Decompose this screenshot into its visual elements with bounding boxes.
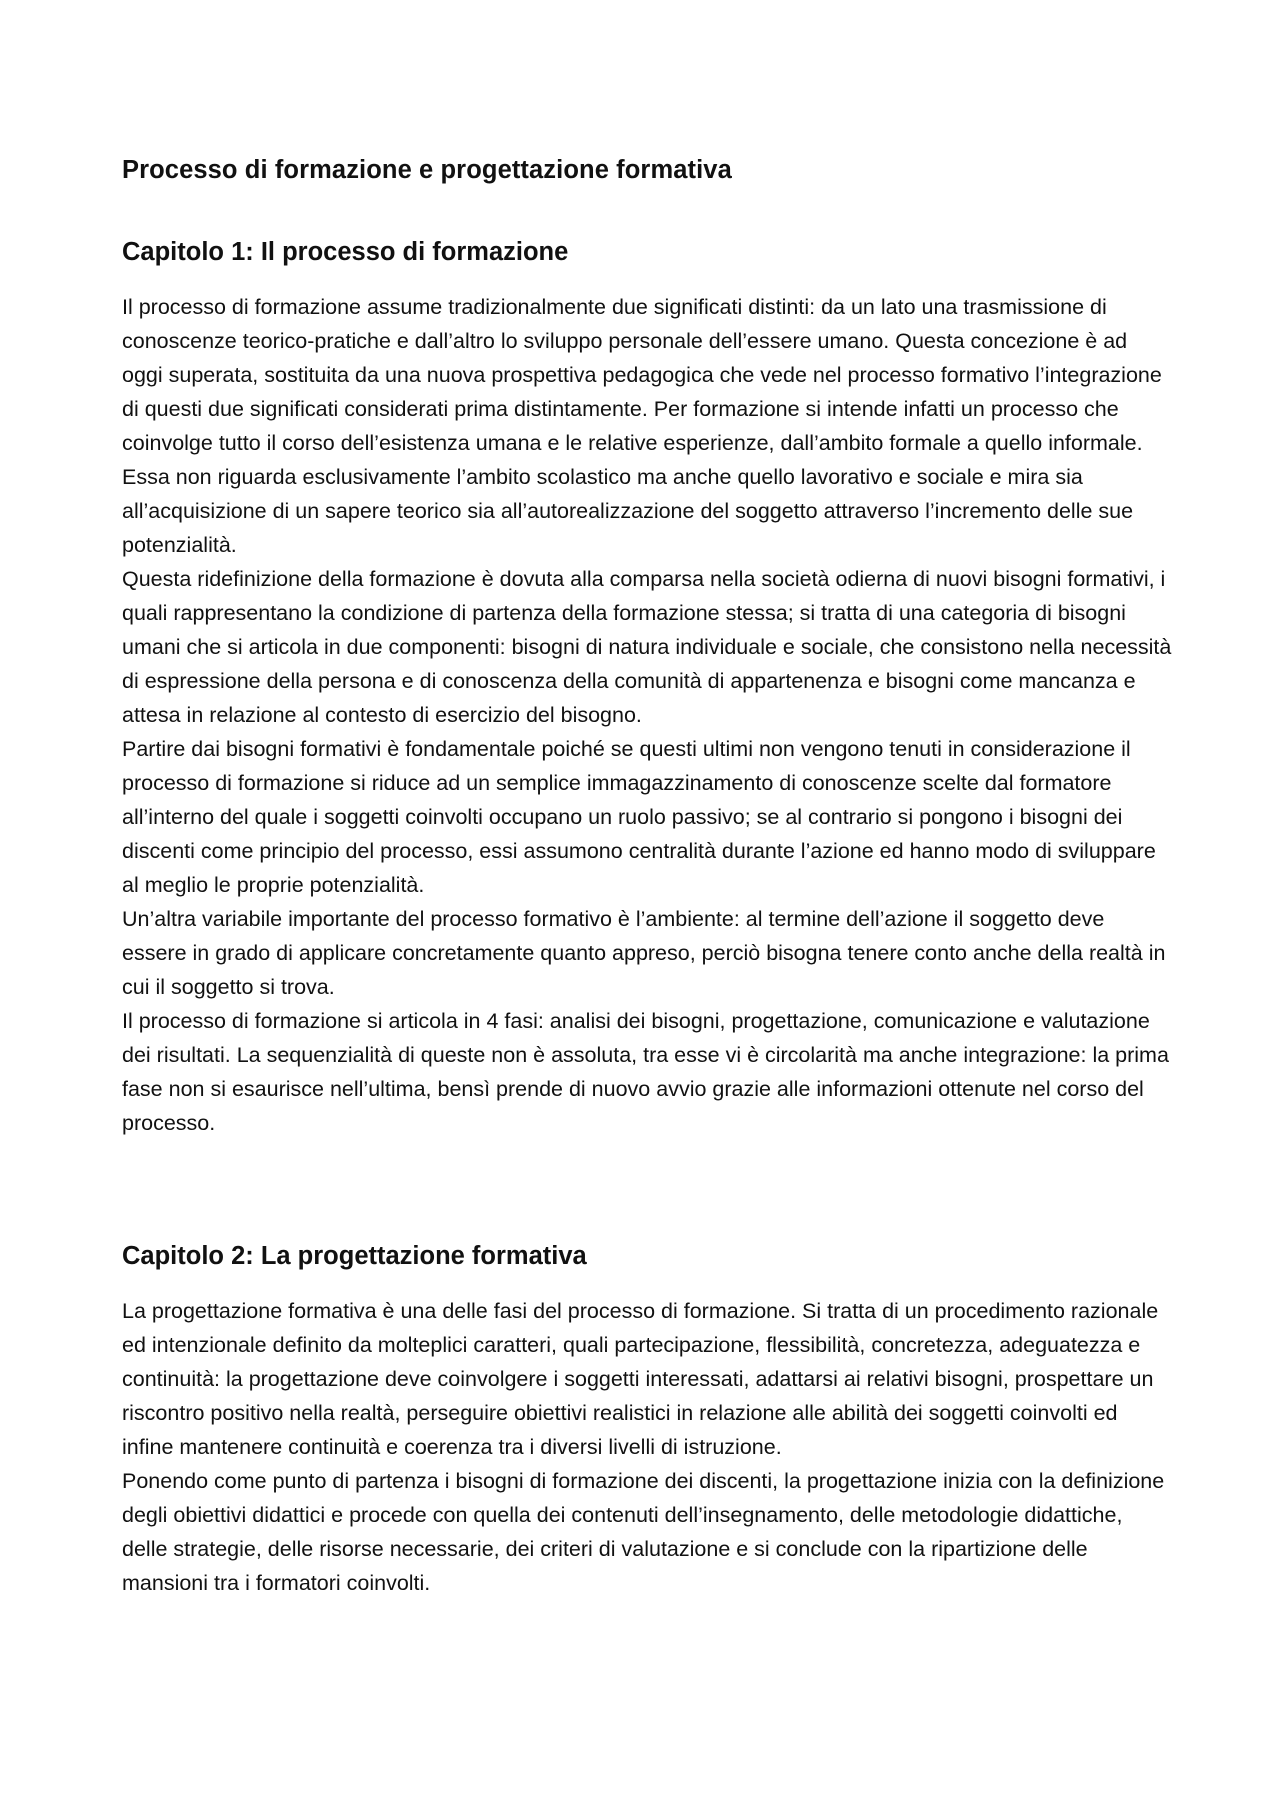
paragraph: Un’altra variabile importante del processo formativo è l’ambiente: al termine dell’azione il soggetto deve essere in grado di applicare concretamente quanto appreso, perciò bisogna tenere conto anche della realtà in cui il soggetto si trova. (122, 907, 1166, 999)
chapter-1-body (122, 290, 1172, 1140)
paragraph: Partire dai bisogni formativi è fondamentale poiché se questi ultimi non vengono tenuti in considerazione il processo di formazione si riduce ad un semplice immagazzinamento di conoscenze scelte dal formatore all’interno del quale i soggetti coinvolti occupano un ruolo passivo; se al contrario si pongono i bisogni dei discenti come principio del processo, essi assumono centralità durante l’azione ed hanno modo di sviluppare al meglio le proprie potenzialità. (122, 737, 1156, 897)
chapter-2-title: Capitolo 2: La progettazione formativa (122, 1242, 587, 1270)
paragraph: Questa ridefinizione della formazione è dovuta alla comparsa nella società odierna di nuovi bisogni formativi, i quali rappresentano la condizione di partenza della formazione stessa; si tratta di una categoria di bisogni umani che si articola in due componenti: bisogni di natura individuale e sociale, che consistono nella necessità di espressione della persona e di conoscenza della comunità di appartenenza e bisogni come mancanza e attesa in relazione al contesto di esercizio del bisogno. (122, 567, 1172, 727)
chapter-1-title: Capitolo 1: Il processo di formazione (122, 238, 569, 266)
paragraph: La progettazione formativa è una delle fasi del processo di formazione. Si tratta di un procedimento razionale ed intenzionale definito da molteplici caratteri, quali partecipazione, flessibilità, concretezza, adeguatezza e continuità: la progettazione deve coinvolgere i soggetti interessati, adattarsi ai relativi bisogni, prospettare un riscontro positivo nella realtà, perseguire obiettivi realistici in relazione alle abilità dei soggetti coinvolti ed infine mantenere continuità e coerenza tra i diversi livelli di istruzione. (122, 1299, 1159, 1459)
chapter-2-body (122, 1294, 1172, 1600)
paragraph: Ponendo come punto di partenza i bisogni di formazione dei discenti, la progettazione inizia con la definizione degli obiettivi didattici e procede con quella dei contenuti dell’insegnamento, delle metodologie didattiche, delle strategie, delle risorse necessarie, dei criteri di valutazione e si conclude con la ripartizione delle mansioni tra i formatori coinvolti. (122, 1469, 1165, 1595)
chapter-2 (122, 1238, 1172, 1600)
document-title: Processo di formazione e progettazione formativa (122, 156, 732, 184)
paragraph: Il processo di formazione assume tradizionalmente due significati distinti: da un lato una trasmissione di conoscenze teorico-pratiche e dall’altro lo sviluppo personale dell’essere umano. Questa concezione è ad oggi superata, sostituita da una nuova prospettiva pedagogica che vede nel processo formativo l’integrazione di questi due significati considerati prima distintamente. Per formazione si intende infatti un processo che coinvolge tutto il corso dell’esistenza umana e le relative esperienze, dall’ambito formale a quello informale. Essa non riguarda esclusivamente l’ambito scolastico ma anche quello lavorativo e sociale e mira sia all’acquisizione di un sapere teorico sia all’autorealizzazione del soggetto attraverso l’incremento delle sue potenzialità. (122, 295, 1162, 557)
paragraph: Il processo di formazione si articola in 4 fasi: analisi dei bisogni, progettazione, comunicazione e valutazione dei risultati. La sequenzialità di queste non è assoluta, tra esse vi è circolarità ma anche integrazione: la prima fase non si esaurisce nell’ultima, bensì prende di nuovo avvio grazie alle informazioni ottenute nel corso del processo. (122, 1009, 1169, 1135)
document-page (122, 152, 1172, 1600)
chapter-1 (122, 234, 1172, 1140)
